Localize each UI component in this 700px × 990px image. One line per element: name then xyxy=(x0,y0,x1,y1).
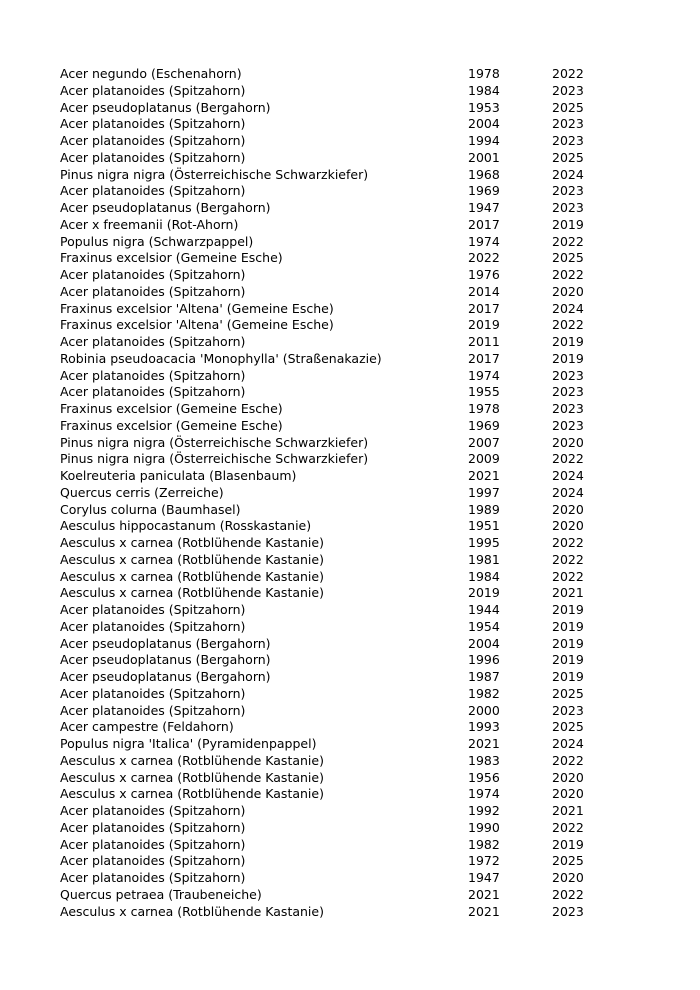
table-row xyxy=(0,83,700,100)
year-planted: 1974 xyxy=(468,786,500,802)
table-row xyxy=(0,652,700,669)
year-recorded: 2019 xyxy=(552,602,584,617)
table-row xyxy=(0,619,700,636)
year-recorded: 2025 xyxy=(552,853,584,869)
table-row xyxy=(0,451,700,468)
year-recorded: 2022 xyxy=(552,267,584,282)
year-recorded: 2023 xyxy=(552,367,584,383)
table-row xyxy=(0,133,700,150)
table-row xyxy=(0,435,700,452)
year-planted: 1989 xyxy=(468,501,500,517)
table-row xyxy=(0,602,700,619)
tree-species-name: Acer x freemanii (Rot-Ahorn) xyxy=(60,216,239,232)
year-recorded: 2022 xyxy=(552,66,584,81)
year-planted: 2022 xyxy=(468,250,500,266)
year-recorded: 2022 xyxy=(552,317,584,333)
year-planted: 1974 xyxy=(468,367,500,383)
year-recorded: 2024 xyxy=(552,166,584,182)
tree-species-name: Acer platanoides (Spitzahorn) xyxy=(60,602,246,617)
table-row xyxy=(0,418,700,435)
year-recorded: 2022 xyxy=(552,752,584,768)
year-recorded: 2024 xyxy=(552,484,584,500)
tree-species-name: Fraxinus excelsior (Gemeine Esche) xyxy=(60,250,283,266)
tree-list xyxy=(0,66,700,920)
tree-species-name: Pinus nigra nigra (Österreichische Schwarzkiefer) xyxy=(60,451,369,467)
year-recorded: 2020 xyxy=(552,786,584,802)
year-recorded: 2019 xyxy=(552,216,584,232)
year-recorded: 2020 xyxy=(552,870,584,885)
table-row xyxy=(0,250,700,267)
year-recorded: 2020 xyxy=(552,501,584,517)
year-planted: 2000 xyxy=(468,702,500,718)
year-planted: 1978 xyxy=(468,66,500,81)
tree-species-name: Acer platanoides (Spitzahorn) xyxy=(60,853,246,869)
year-recorded: 2019 xyxy=(552,334,584,349)
tree-species-name: Populus nigra 'Italica' (Pyramidenpappel) xyxy=(60,736,317,751)
year-planted: 1983 xyxy=(468,752,500,768)
table-row xyxy=(0,301,700,318)
year-recorded: 2022 xyxy=(552,819,584,835)
tree-species-name: Acer platanoides (Spitzahorn) xyxy=(60,283,246,299)
year-recorded: 2025 xyxy=(552,250,584,266)
tree-species-name: Acer platanoides (Spitzahorn) xyxy=(60,267,246,282)
tree-species-name: Acer pseudoplatanus (Bergahorn) xyxy=(60,652,271,668)
table-row xyxy=(0,770,700,787)
tree-species-name: Robinia pseudoacacia 'Monophylla' (Straßenakazie) xyxy=(60,350,382,366)
year-recorded: 2022 xyxy=(552,551,584,567)
year-planted: 2014 xyxy=(468,283,500,299)
table-row xyxy=(0,753,700,770)
table-row xyxy=(0,200,700,217)
tree-species-name: Acer platanoides (Spitzahorn) xyxy=(60,367,246,383)
year-recorded: 2023 xyxy=(552,116,584,132)
tree-species-name: Fraxinus excelsior (Gemeine Esche) xyxy=(60,401,283,416)
tree-species-name: Acer platanoides (Spitzahorn) xyxy=(60,334,246,349)
year-planted: 2017 xyxy=(468,350,500,366)
year-recorded: 2023 xyxy=(552,82,584,98)
tree-species-name: Pinus nigra nigra (Österreichische Schwarzkiefer) xyxy=(60,434,369,450)
year-recorded: 2020 xyxy=(552,518,584,534)
year-recorded: 2025 xyxy=(552,149,584,165)
year-planted: 1944 xyxy=(468,602,500,617)
year-recorded: 2019 xyxy=(552,618,584,634)
year-recorded: 2025 xyxy=(552,99,584,115)
tree-species-name: Aesculus x carnea (Rotblühende Kastanie) xyxy=(60,551,324,567)
tree-species-name: Aesculus x carnea (Rotblühende Kastanie) xyxy=(60,752,324,768)
tree-species-name: Aesculus x carnea (Rotblühende Kastanie) xyxy=(60,585,324,601)
tree-species-name: Acer platanoides (Spitzahorn) xyxy=(60,384,246,400)
year-recorded: 2019 xyxy=(552,350,584,366)
year-recorded: 2019 xyxy=(552,635,584,651)
year-planted: 1955 xyxy=(468,384,500,400)
table-row xyxy=(0,803,700,820)
year-planted: 1976 xyxy=(468,267,500,282)
year-planted: 1993 xyxy=(468,719,500,735)
table-row xyxy=(0,837,700,854)
year-recorded: 2020 xyxy=(552,434,584,450)
year-planted: 1990 xyxy=(468,819,500,835)
tree-species-name: Acer platanoides (Spitzahorn) xyxy=(60,183,246,199)
table-row xyxy=(0,317,700,334)
tree-species-name: Acer platanoides (Spitzahorn) xyxy=(60,149,246,165)
table-row xyxy=(0,636,700,653)
year-planted: 1947 xyxy=(468,200,500,215)
table-row xyxy=(0,669,700,686)
year-recorded: 2023 xyxy=(552,133,584,148)
tree-species-name: Acer platanoides (Spitzahorn) xyxy=(60,870,246,885)
year-planted: 1947 xyxy=(468,870,500,885)
table-row xyxy=(0,552,700,569)
table-row xyxy=(0,904,700,921)
table-row xyxy=(0,116,700,133)
year-planted: 1951 xyxy=(468,518,500,534)
year-planted: 2004 xyxy=(468,116,500,132)
year-planted: 1956 xyxy=(468,769,500,785)
table-row xyxy=(0,502,700,519)
year-planted: 2001 xyxy=(468,149,500,165)
tree-species-name: Acer platanoides (Spitzahorn) xyxy=(60,116,246,132)
year-planted: 1972 xyxy=(468,853,500,869)
year-recorded: 2025 xyxy=(552,719,584,735)
year-recorded: 2020 xyxy=(552,769,584,785)
table-row xyxy=(0,719,700,736)
year-recorded: 2024 xyxy=(552,736,584,751)
table-row xyxy=(0,334,700,351)
table-row xyxy=(0,384,700,401)
year-planted: 1997 xyxy=(468,484,500,500)
table-row xyxy=(0,100,700,117)
tree-species-name: Acer platanoides (Spitzahorn) xyxy=(60,803,246,818)
tree-species-name: Fraxinus excelsior 'Altena' (Gemeine Esche) xyxy=(60,300,334,316)
year-planted: 1981 xyxy=(468,551,500,567)
year-recorded: 2023 xyxy=(552,384,584,400)
year-planted: 1984 xyxy=(468,568,500,584)
year-planted: 1954 xyxy=(468,618,500,634)
year-planted: 2021 xyxy=(468,903,500,919)
year-planted: 1953 xyxy=(468,99,500,115)
year-recorded: 2020 xyxy=(552,283,584,299)
table-row xyxy=(0,703,700,720)
tree-species-name: Populus nigra (Schwarzpappel) xyxy=(60,233,254,249)
table-row xyxy=(0,485,700,502)
year-recorded: 2021 xyxy=(552,803,584,818)
tree-species-name: Quercus cerris (Zerreiche) xyxy=(60,484,224,500)
year-recorded: 2024 xyxy=(552,300,584,316)
table-row xyxy=(0,351,700,368)
year-planted: 1987 xyxy=(468,669,500,684)
year-recorded: 2023 xyxy=(552,702,584,718)
table-row xyxy=(0,820,700,837)
year-planted: 2019 xyxy=(468,585,500,601)
year-recorded: 2023 xyxy=(552,183,584,199)
table-row xyxy=(0,686,700,703)
table-row xyxy=(0,585,700,602)
year-planted: 2011 xyxy=(468,334,500,349)
year-recorded: 2022 xyxy=(552,568,584,584)
tree-species-name: Aesculus x carnea (Rotblühende Kastanie) xyxy=(60,769,324,785)
year-planted: 2017 xyxy=(468,216,500,232)
tree-species-name: Acer pseudoplatanus (Bergahorn) xyxy=(60,635,271,651)
year-recorded: 2023 xyxy=(552,401,584,416)
tree-species-name: Acer platanoides (Spitzahorn) xyxy=(60,133,246,148)
year-recorded: 2019 xyxy=(552,652,584,668)
year-planted: 1969 xyxy=(468,417,500,433)
year-recorded: 2019 xyxy=(552,669,584,684)
tree-species-name: Pinus nigra nigra (Österreichische Schwarzkiefer) xyxy=(60,166,369,182)
table-row xyxy=(0,368,700,385)
tree-species-name: Acer pseudoplatanus (Bergahorn) xyxy=(60,99,271,115)
tree-species-name: Acer platanoides (Spitzahorn) xyxy=(60,685,246,701)
year-recorded: 2025 xyxy=(552,685,584,701)
tree-species-name: Acer platanoides (Spitzahorn) xyxy=(60,819,246,835)
table-row xyxy=(0,736,700,753)
table-row xyxy=(0,887,700,904)
tree-species-name: Acer platanoides (Spitzahorn) xyxy=(60,836,246,852)
year-planted: 1984 xyxy=(468,82,500,98)
year-recorded: 2023 xyxy=(552,417,584,433)
year-planted: 1968 xyxy=(468,166,500,182)
tree-species-name: Koelreuteria paniculata (Blasenbaum) xyxy=(60,468,297,483)
year-recorded: 2022 xyxy=(552,233,584,249)
year-recorded: 2023 xyxy=(552,200,584,215)
year-planted: 1992 xyxy=(468,803,500,818)
tree-species-name: Acer platanoides (Spitzahorn) xyxy=(60,82,246,98)
year-planted: 2021 xyxy=(468,736,500,751)
year-recorded: 2024 xyxy=(552,468,584,483)
year-planted: 1994 xyxy=(468,133,500,148)
tree-species-name: Aesculus hippocastanum (Rosskastanie) xyxy=(60,518,312,534)
table-row xyxy=(0,535,700,552)
year-planted: 1996 xyxy=(468,652,500,668)
table-row xyxy=(0,66,700,83)
year-recorded: 2022 xyxy=(552,451,584,467)
year-planted: 1982 xyxy=(468,685,500,701)
tree-species-name: Aesculus x carnea (Rotblühende Kastanie) xyxy=(60,568,324,584)
table-row xyxy=(0,870,700,887)
year-planted: 1969 xyxy=(468,183,500,199)
table-row xyxy=(0,183,700,200)
year-planted: 2007 xyxy=(468,434,500,450)
year-recorded: 2022 xyxy=(552,535,584,550)
tree-species-name: Acer platanoides (Spitzahorn) xyxy=(60,702,246,718)
tree-species-name: Fraxinus excelsior 'Altena' (Gemeine Esche) xyxy=(60,317,334,333)
table-row xyxy=(0,167,700,184)
table-row xyxy=(0,217,700,234)
table-row xyxy=(0,853,700,870)
year-planted: 1982 xyxy=(468,836,500,852)
tree-species-name: Acer platanoides (Spitzahorn) xyxy=(60,618,246,634)
year-planted: 2021 xyxy=(468,468,500,483)
table-row xyxy=(0,786,700,803)
tree-species-name: Acer negundo (Eschenahorn) xyxy=(60,66,242,81)
year-planted: 2017 xyxy=(468,300,500,316)
tree-species-name: Aesculus x carnea (Rotblühende Kastanie) xyxy=(60,786,324,802)
tree-species-name: Fraxinus excelsior (Gemeine Esche) xyxy=(60,417,283,433)
tree-species-name: Corylus colurna (Baumhasel) xyxy=(60,501,241,517)
year-planted: 2019 xyxy=(468,317,500,333)
tree-species-name: Acer pseudoplatanus (Bergahorn) xyxy=(60,200,271,215)
tree-species-name: Aesculus x carnea (Rotblühende Kastanie) xyxy=(60,903,324,919)
year-recorded: 2021 xyxy=(552,585,584,601)
table-row xyxy=(0,468,700,485)
year-planted: 1995 xyxy=(468,535,500,550)
table-row xyxy=(0,569,700,586)
year-planted: 1978 xyxy=(468,401,500,416)
tree-species-name: Acer pseudoplatanus (Bergahorn) xyxy=(60,669,271,684)
year-planted: 1974 xyxy=(468,233,500,249)
tree-species-name: Acer campestre (Feldahorn) xyxy=(60,719,234,735)
table-row xyxy=(0,150,700,167)
table-row xyxy=(0,518,700,535)
year-recorded: 2019 xyxy=(552,836,584,852)
year-recorded: 2022 xyxy=(552,886,584,902)
table-row xyxy=(0,401,700,418)
tree-species-name: Quercus petraea (Traubeneiche) xyxy=(60,886,262,902)
tree-species-name: Aesculus x carnea (Rotblühende Kastanie) xyxy=(60,535,324,550)
year-planted: 2004 xyxy=(468,635,500,651)
table-row xyxy=(0,267,700,284)
year-planted: 2021 xyxy=(468,886,500,902)
year-recorded: 2023 xyxy=(552,903,584,919)
year-planted: 2009 xyxy=(468,451,500,467)
table-row xyxy=(0,284,700,301)
table-row xyxy=(0,234,700,251)
